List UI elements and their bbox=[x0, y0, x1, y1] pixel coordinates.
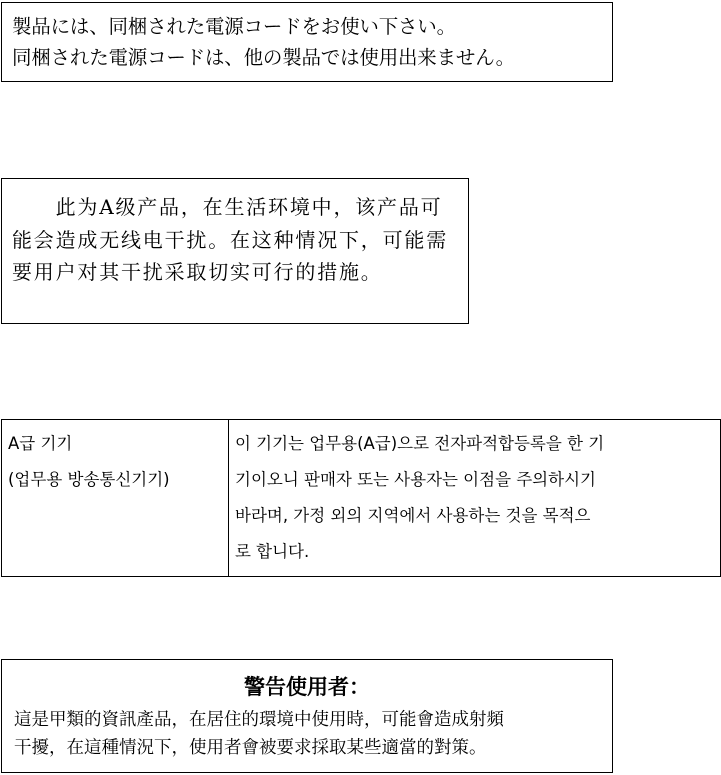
korean-device-type-label: (업무용 방송통신기기) bbox=[8, 470, 170, 489]
korean-notice-line-4: 로 합니다. bbox=[235, 542, 310, 561]
korean-notice-line-2: 기이오니 판매자 또는 사용자는 이점을 주의하시기 bbox=[235, 470, 596, 489]
warning-heading: 警告使用者： bbox=[244, 674, 370, 699]
korean-device-class-label: A급 기기 bbox=[8, 434, 73, 453]
japanese-notice-line-1: 製品には、同梱された電源コードをお使い下さい。 bbox=[12, 15, 456, 38]
japanese-power-cord-notice bbox=[1, 2, 613, 82]
japanese-notice-line-2: 同梱された電源コードは、他の製品では使用出来ません。 bbox=[12, 46, 515, 69]
warning-text: 這是甲類的資訊產品，在居住的環境中使用時，可能會造成射頻 干擾，在這種情況下，使用者會被要求採取某些適當的對策。 bbox=[14, 710, 504, 758]
chinese-simplified-class-a-notice: 此为A级产品，在生活环境中，该产品可能会造成无线电干扰。在这种情况下，可能需要用户对其干扰采取切实可行的措施。 bbox=[1, 178, 469, 324]
table-row bbox=[2, 420, 721, 577]
korean-notice-text-cell bbox=[229, 420, 721, 577]
korean-notice-line-3: 바라며, 가정 외의 지역에서 사용하는 것을 목적으 bbox=[235, 506, 591, 525]
chinese-traditional-warning-notice bbox=[1, 659, 613, 773]
korean-class-a-notice-table bbox=[1, 419, 721, 577]
korean-notice-line-1: 이 기기는 업무용(A급)으로 전자파적합등록을 한 기 bbox=[235, 434, 605, 453]
korean-device-class-cell bbox=[2, 420, 229, 577]
